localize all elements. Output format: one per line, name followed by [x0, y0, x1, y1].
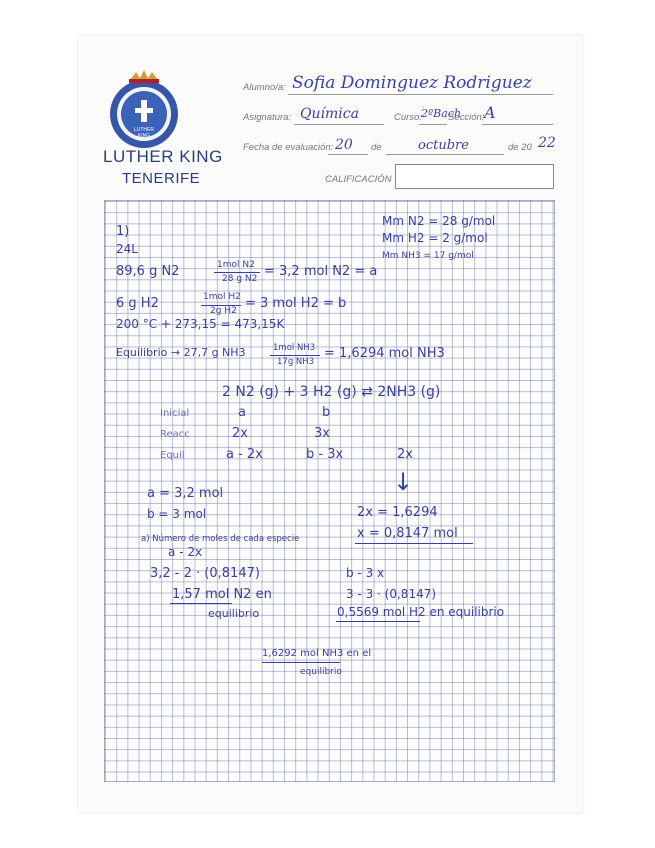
asignatura-line [294, 124, 384, 125]
n2-calculation: 3,2 - 2 · (0,8147) [150, 566, 260, 581]
n2-frac-den: 28 g N2 [222, 274, 258, 284]
inicial-n2: a [238, 405, 246, 420]
fecha-de2: de 20 [508, 142, 532, 153]
reaction-equation: 2 N2 (g) + 3 H2 (g) ⇄ 2NH3 (g) [222, 384, 441, 400]
n2-grams: 89,6 g N2 [116, 264, 180, 279]
a-minus-2x: a - 2x [168, 545, 203, 559]
equil-nh3: 2x [397, 447, 413, 462]
fecha-day-line [328, 154, 368, 155]
school-crest-logo [103, 70, 185, 152]
n2-moles: = 3,2 mol N2 = a [264, 264, 378, 279]
row-inicial-label: Inicial [160, 408, 190, 419]
n2-result: 1,57 mol N2 en [172, 587, 272, 602]
volume: 24L [116, 242, 138, 256]
school-name: LUTHER KING [103, 147, 223, 166]
h2-moles: = 3 mol H2 = b [245, 296, 347, 311]
curso-value: 2ºBach [421, 107, 462, 120]
alumno-label: Alumno/a: [243, 82, 286, 93]
fecha-month: octubre [418, 138, 469, 153]
h2-grams: 6 g H2 [116, 296, 159, 311]
calificacion-box [395, 164, 554, 189]
curso-line [419, 124, 447, 125]
nh3-fraction-bar [270, 355, 320, 356]
alumno-value: Sofia Dominguez Rodriguez [292, 73, 532, 93]
h2-calculation-2: 3 - 3 · (0,8147) [346, 587, 437, 601]
h2-frac-num: 1mol H2 [203, 292, 241, 302]
seccion-line [482, 124, 553, 125]
fecha-year: 22 [538, 135, 556, 151]
item-number: 1) [116, 224, 130, 239]
mm-n2: Mm N2 = 28 g/mol [382, 214, 496, 228]
mm-h2: Mm H2 = 2 g/mol [382, 231, 488, 245]
n2-equilibrium-word: equilibrio [208, 607, 260, 620]
nh3-frac-num: 1mol NH3 [273, 343, 316, 353]
x-value: x = 0,8147 mol [357, 526, 458, 541]
n2-result-underline [170, 603, 232, 604]
temperature: 200 °C + 273,15 = 473,15K [116, 317, 285, 331]
inicial-h2: b [322, 405, 331, 420]
nh3-equilibrium-word: equilibrio [300, 667, 342, 677]
seccion-value: A [484, 103, 496, 122]
n2-fraction-bar [214, 272, 260, 273]
a-value: a = 3,2 mol [147, 486, 224, 501]
equilibrium-moles: = 1,6294 mol NH3 [324, 346, 445, 361]
two-x-equation: 2x = 1,6294 [357, 505, 438, 520]
nh3-result-underline [262, 662, 340, 663]
down-arrow: ↓ [393, 468, 414, 496]
curso-label: Curso: [394, 112, 422, 123]
fecha-de1: de [371, 142, 382, 153]
h2-calculation: b - 3 x [346, 566, 385, 580]
fecha-month-line [386, 154, 504, 155]
b-value: b = 3 mol [147, 507, 207, 521]
fecha-label: Fecha de evaluación: [243, 142, 334, 153]
h2-result: 0,5569 mol H2 en equilibrio [337, 605, 505, 619]
part-a-question: a) Número de moles de cada especie [141, 534, 300, 544]
reacc-h2: 3x [314, 426, 330, 441]
nh3-result: 1,6292 mol NH3 en el [262, 648, 372, 659]
svg-text:KING: KING [137, 133, 151, 139]
fecha-day: 20 [335, 137, 353, 153]
equil-h2: b - 3x [306, 447, 344, 462]
school-location: TENERIFE [122, 170, 201, 187]
asignatura-label: Asignatura: [243, 112, 292, 123]
equilibrium-grams: Equilibrio → 27,7 g NH3 [116, 346, 246, 359]
n2-frac-num: 1mol N2 [217, 260, 255, 270]
h2-frac-den: 2g H2 [210, 306, 237, 316]
h2-result-underline [336, 621, 420, 622]
equil-n2: a - 2x [226, 447, 263, 462]
row-equil-label: Equil [160, 450, 185, 461]
x-value-underline [355, 543, 473, 544]
calificacion-label: CALIFICACIÓN [325, 174, 392, 185]
reacc-n2: 2x [232, 426, 248, 441]
nh3-frac-den: 17g NH3 [277, 357, 315, 367]
row-reacc-label: Reacc [160, 429, 190, 440]
seccion-label: Sección: [448, 112, 485, 123]
svg-text:LUTHER: LUTHER [133, 127, 155, 133]
asignatura-value: Química [300, 106, 359, 122]
alumno-line [288, 94, 553, 95]
mm-nh3: Mm NH3 = 17 g/mol [382, 251, 474, 261]
